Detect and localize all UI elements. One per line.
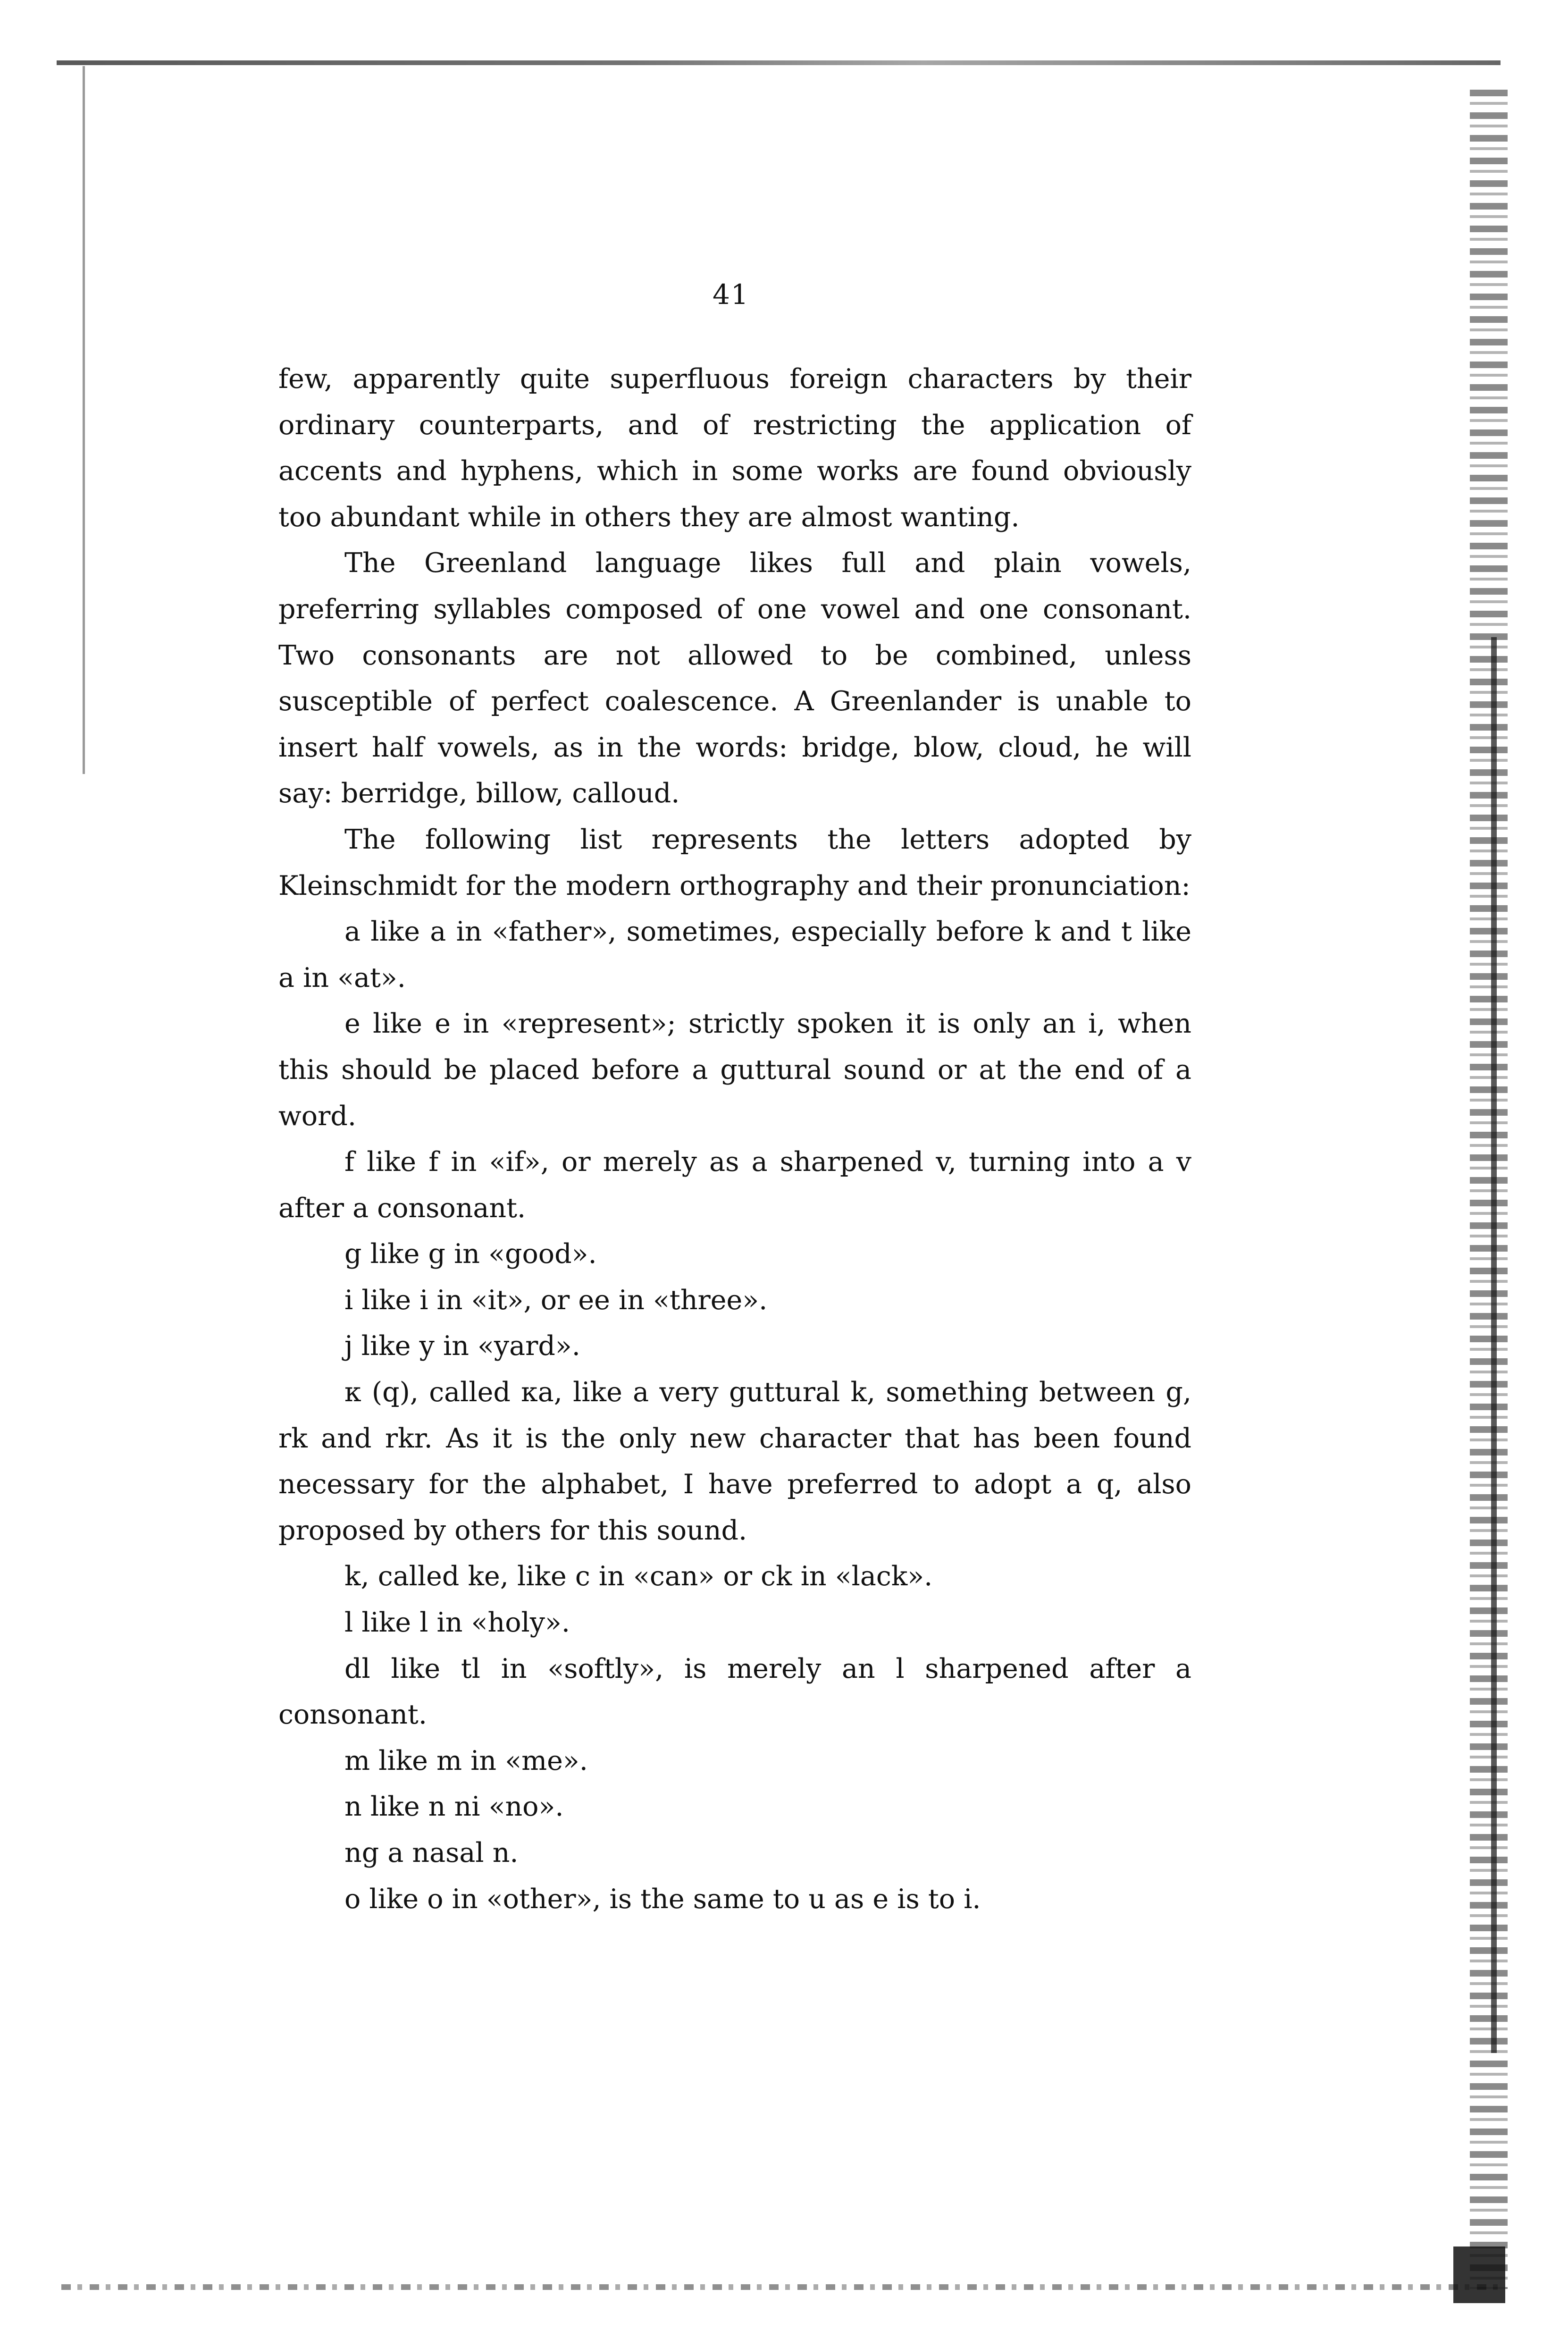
letter-entry-m: m like m in «me». (344, 1745, 588, 1776)
paragraph-letter-list-intro: The following list represents the letters adopted by Kleinschmidt for the modern orthography and their pronunciation: (278, 824, 1191, 901)
letter-entry-e: e like e in «represent»; strictly spoken it is only an i, when this should be placed before a guttural sound or at the end of a word. (278, 1008, 1191, 1132)
letter-entry-k: k, called ke, like c in «can» or ck in «lack». (344, 1561, 933, 1592)
paragraph-vowels: The Greenland language likes full and plain vowels, preferring syllables composed of one vowel and one consonant. Two consonants are not allowed to be combined, unless susceptible of perfect coalescence. A Greenlander is unable to insert half vowels, as in the words: bridge, blow, cloud, he will say: berridge, billow, calloud. (278, 547, 1191, 809)
page-number: 41 (713, 278, 749, 311)
letter-entry-i: i like i in «it», or ee in «three». (344, 1284, 768, 1316)
paragraph-continuation: few, apparently quite superfluous foreign characters by their ordinary counterparts, and of restricting the application of accents and hyphens, which in some works are found obviously too abundant while in others they are almost wanting. (278, 363, 1191, 533)
letter-entry-l: l like l in «holy». (344, 1607, 570, 1639)
page-body (278, 356, 1191, 1922)
letter-entry-n: n like n ni «no». (344, 1791, 564, 1823)
letter-entry-ka: κ (q), called κa, like a very guttural k, something between g, rk and rkr. As it is the only new character that has been found necessary for the alphabet, I have preferred to adopt a q, also proposed by others for this sound. (278, 1377, 1191, 1546)
letter-entry-dl: dl like tl in «softly», is merely an l sharpened after a consonant. (278, 1653, 1191, 1731)
letter-entry-a: a like a in «father», sometimes, especially before k and t like a in «at». (278, 916, 1191, 993)
letter-entry-o: o like o in «other», is the same to u as e is to i. (344, 1883, 981, 1915)
scan-bottom-edge (61, 2284, 1505, 2290)
letter-entry-g: g like g in «good». (344, 1238, 597, 1270)
scan-corner-shadow (1453, 2246, 1505, 2303)
letter-entry-j: j like y in «yard». (344, 1330, 580, 1362)
scan-left-margin-line (83, 66, 85, 774)
scan-binding-shadow (1491, 637, 1497, 2053)
scan-top-edge (57, 60, 1501, 65)
scan-binding-edge (1470, 90, 1508, 2289)
letter-entry-ng: ng a nasal n. (344, 1837, 519, 1868)
letter-entry-f: f like f in «if», or merely as a sharpened v, turning into a v after a consonant. (278, 1146, 1191, 1224)
